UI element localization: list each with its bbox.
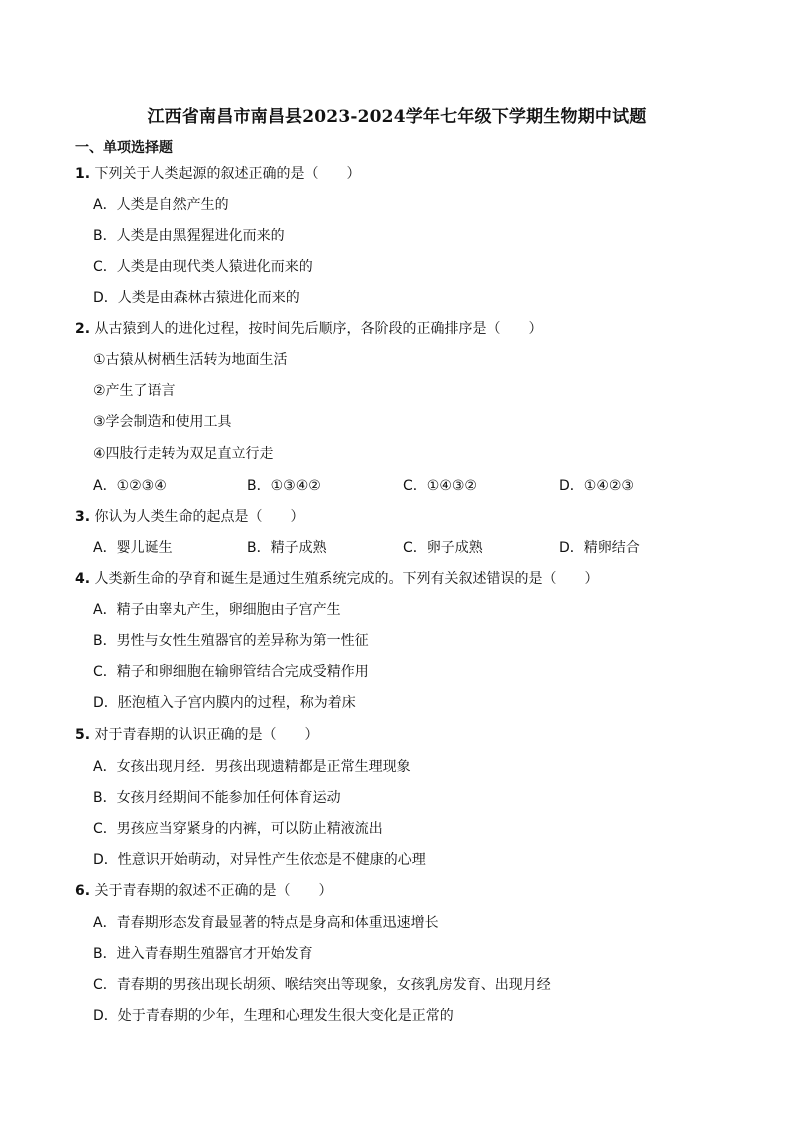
option-c: C．①④③② xyxy=(403,478,477,494)
statement-2: ②产生了语言 xyxy=(93,383,176,399)
option-a: A．①②③④ xyxy=(93,478,167,494)
question-number: 4. xyxy=(75,571,91,587)
question-number: 1. xyxy=(75,166,91,182)
question-stem: 下列关于人类起源的叙述正确的是（ ） xyxy=(94,166,361,182)
option-d: D．性意识开始萌动，对异性产生依恋是不健康的心理 xyxy=(93,852,426,868)
option-b: B．进入青春期生殖器官才开始发育 xyxy=(93,946,313,962)
option-d: D．①④②③ xyxy=(559,478,634,494)
option-b: B．男性与女性生殖器官的差异称为第一性征 xyxy=(93,633,369,649)
option-d: D．人类是由森林古猿进化而来的 xyxy=(93,290,300,306)
question-number: 3. xyxy=(75,509,91,525)
option-d: D．处于青春期的少年，生理和心理发生很大变化是正常的 xyxy=(93,1008,454,1024)
question-6 xyxy=(75,881,333,901)
option-c: C．人类是由现代类人猿进化而来的 xyxy=(93,259,313,275)
option-c: C．男孩应当穿紧身的内裤，可以防止精液流出 xyxy=(93,821,383,837)
option-c: C．卵子成熟 xyxy=(403,540,483,556)
option-a: A．婴儿诞生 xyxy=(93,540,173,556)
option-d: D．胚泡植入子宫内膜内的过程，称为着床 xyxy=(93,695,356,711)
option-b: B．人类是由黑猩猩进化而来的 xyxy=(93,228,285,244)
option-a: A．青春期形态发育最显著的特点是身高和体重迅速增长 xyxy=(93,915,439,931)
question-2 xyxy=(75,319,543,339)
question-number: 2. xyxy=(75,321,91,337)
question-stem: 人类新生命的孕育和诞生是通过生殖系统完成的。下列有关叙述错误的是（ ） xyxy=(94,571,599,587)
option-d: D．精卵结合 xyxy=(559,540,640,556)
section-heading: 一、单项选择题 xyxy=(75,140,173,156)
question-number: 6. xyxy=(75,883,91,899)
question-5 xyxy=(75,725,319,745)
statement-3: ③学会制造和使用工具 xyxy=(93,414,232,430)
question-stem: 关于青春期的叙述不正确的是（ ） xyxy=(94,883,333,899)
statement-1: ①古猿从树栖生活转为地面生活 xyxy=(93,352,288,368)
question-1 xyxy=(75,164,361,184)
question-3 xyxy=(75,507,305,527)
option-b: B．①③④② xyxy=(247,478,321,494)
question-stem: 你认为人类生命的起点是（ ） xyxy=(94,509,305,525)
question-stem: 对于青春期的认识正确的是（ ） xyxy=(94,727,319,743)
option-a: A．人类是自然产生的 xyxy=(93,197,229,213)
option-c: C．精子和卵细胞在输卵管结合完成受精作用 xyxy=(93,664,369,680)
option-a: A．精子由睾丸产生，卵细胞由子宫产生 xyxy=(93,602,341,618)
option-b: B．精子成熟 xyxy=(247,540,327,556)
option-a: A．女孩出现月经．男孩出现遗精都是正常生理现象 xyxy=(93,759,411,775)
document-title: 江西省南昌市南昌县2023-2024学年七年级下学期生物期中试题 xyxy=(147,107,647,127)
statement-4: ④四肢行走转为双足直立行走 xyxy=(93,446,274,462)
option-c: C．青春期的男孩出现长胡须、喉结突出等现象，女孩乳房发育、出现月经 xyxy=(93,977,551,993)
question-4 xyxy=(75,569,599,589)
question-number: 5. xyxy=(75,727,91,743)
question-stem: 从古猿到人的进化过程，按时间先后顺序，各阶段的正确排序是（ ） xyxy=(94,321,543,337)
option-b: B．女孩月经期间不能参加任何体育运动 xyxy=(93,790,341,806)
